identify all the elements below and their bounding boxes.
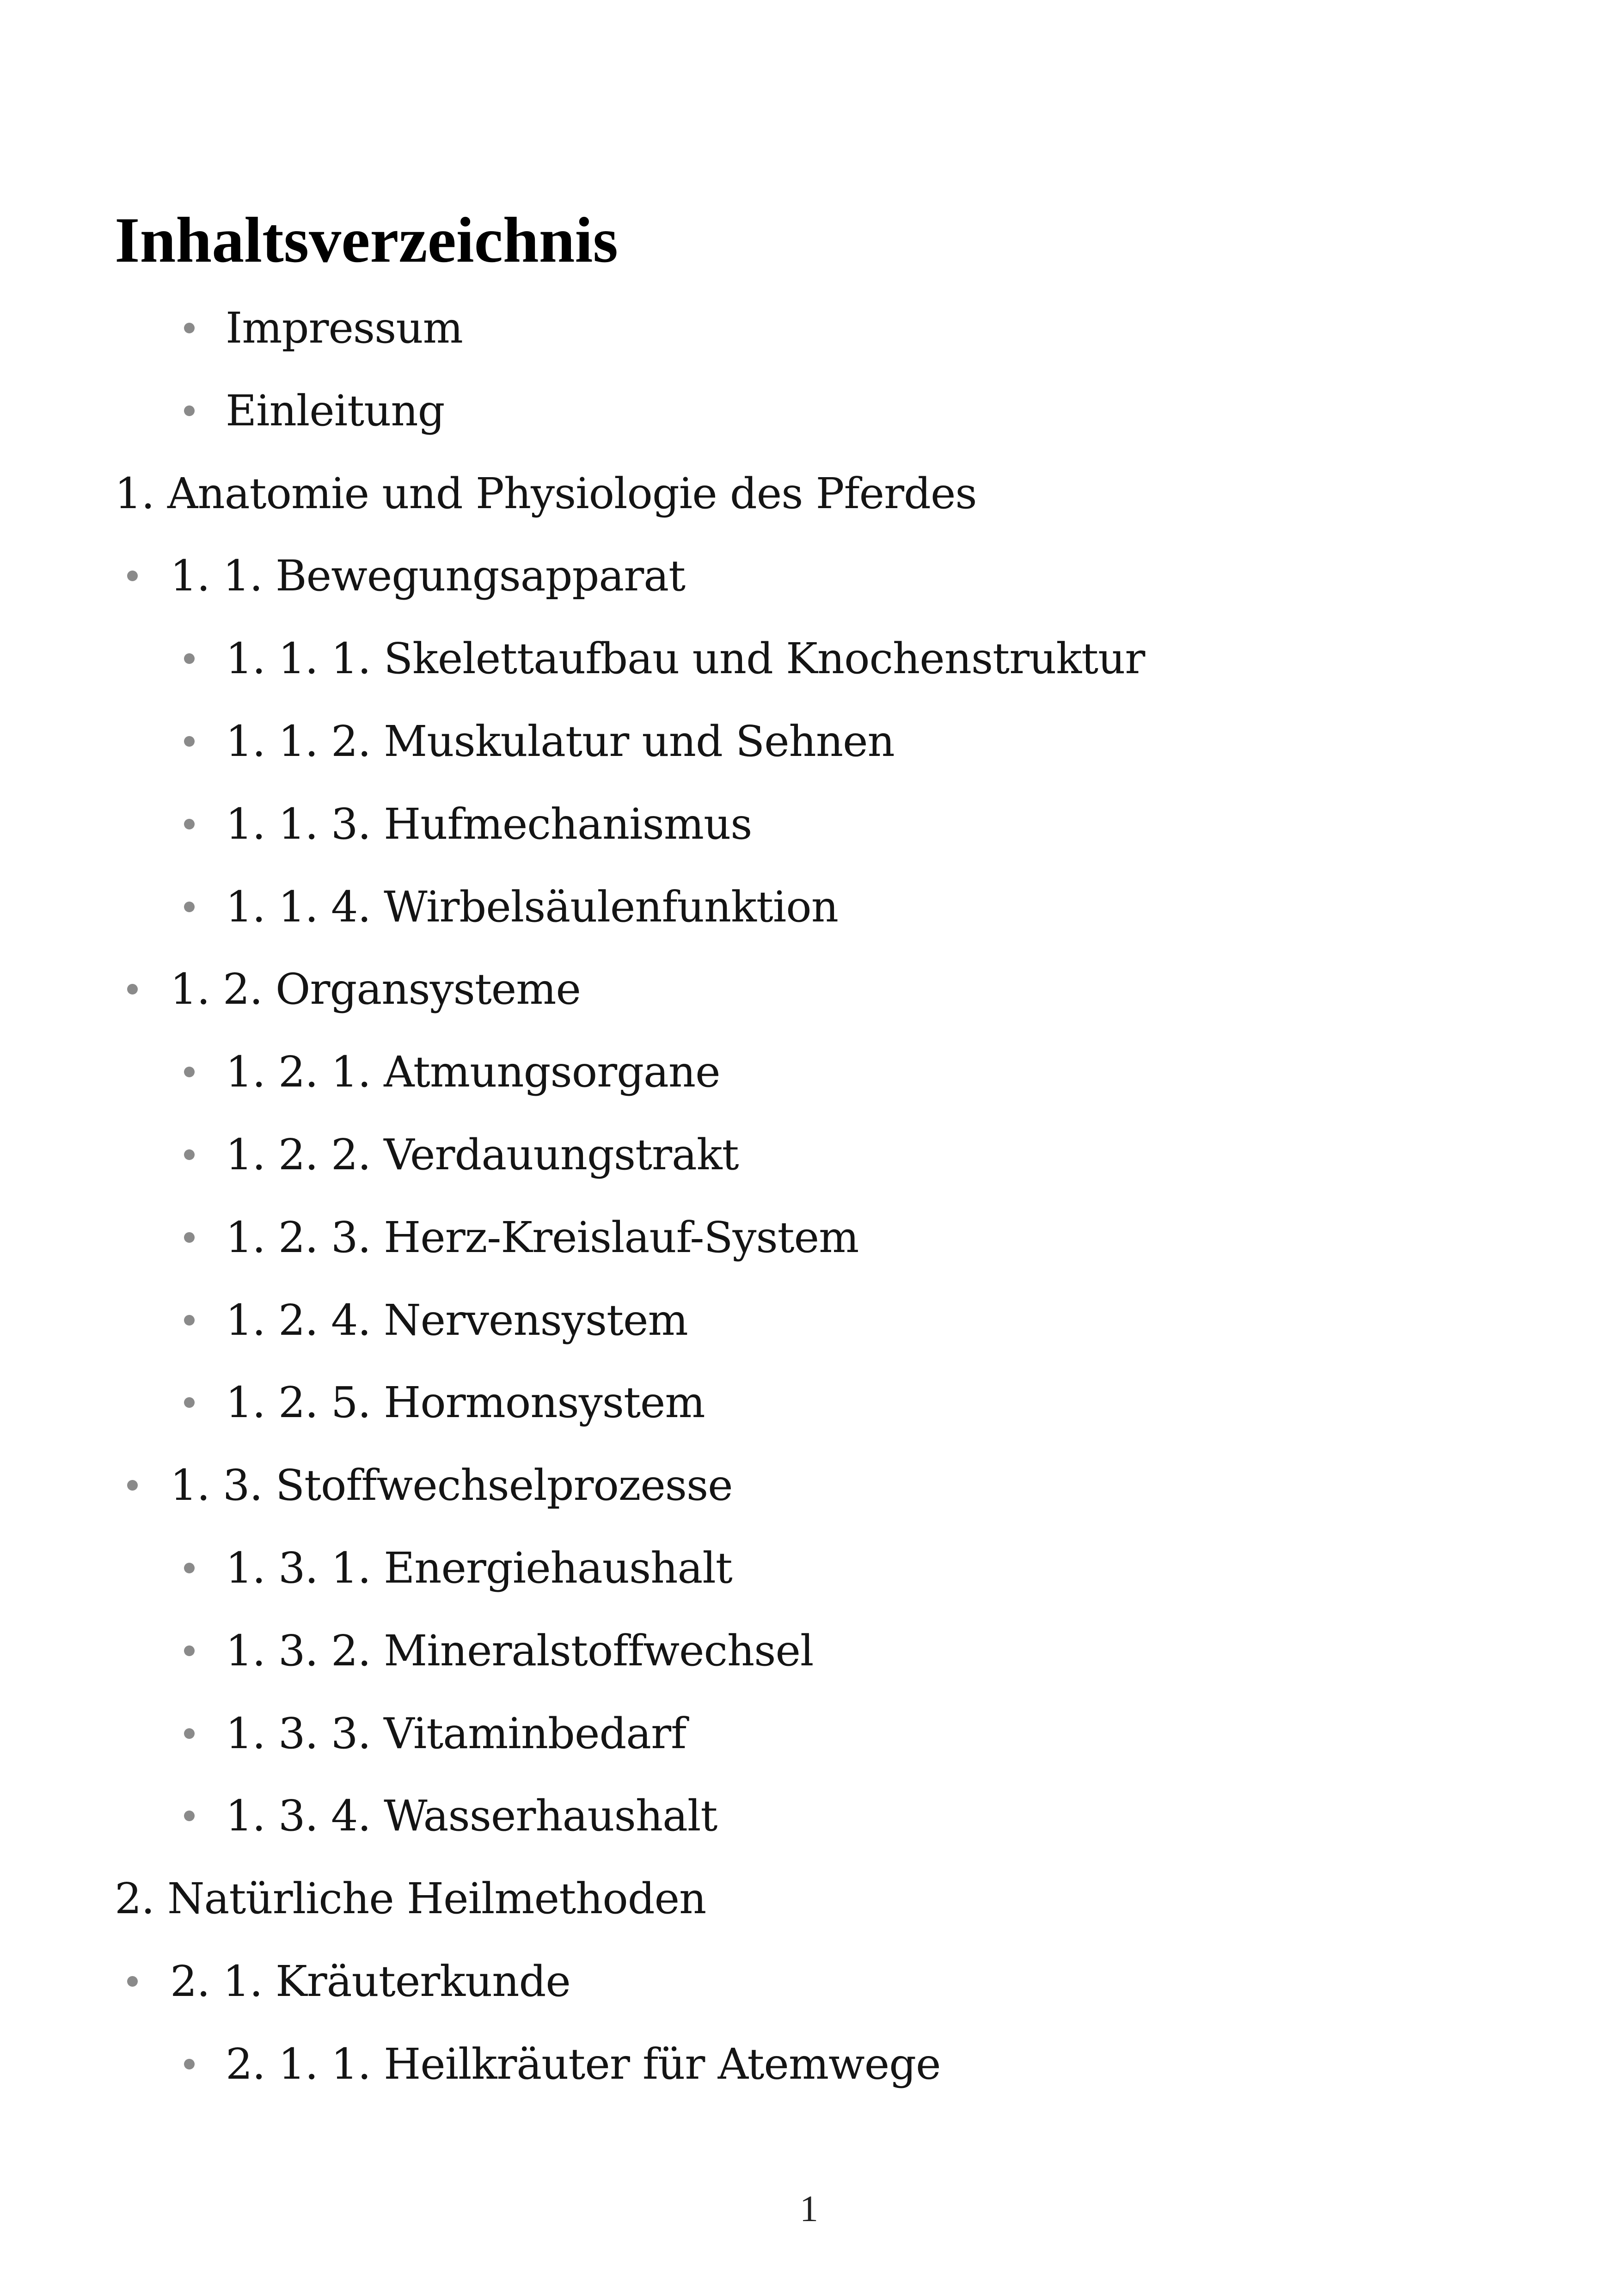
toc-entry-label: 1. 1. 3. Hufmechanismus [226,799,752,849]
toc-entry-label: 1. 2. 3. Herz-Kreislauf-System [226,1213,859,1262]
toc-entry-label: 1. 3. 1. Energiehaushalt [226,1543,732,1593]
bullet-icon [127,1480,138,1491]
bullet-icon [184,819,195,829]
bullet-icon [184,1728,195,1739]
bullet-icon [184,1811,195,1821]
toc-entry-label: Impressum [226,303,463,353]
bullet-icon [184,736,195,747]
bullet-icon [184,902,195,912]
bullet-icon [184,1232,195,1243]
toc-entry-label: 1. 2. 2. Verdauungstrakt [226,1130,739,1179]
toc-entry-label: 1. 3. 2. Mineralstoffwechsel [226,1626,814,1676]
bullet-icon [184,323,195,333]
bullet-icon [184,2059,195,2069]
page-number: 1 [800,2189,818,2229]
bullet-icon [184,1397,195,1408]
bullet-icon [127,1976,138,1987]
bullet-icon [184,653,195,664]
bullet-icon [184,1563,195,1573]
toc-entry-label: 1. 3. 4. Wasserhaushalt [226,1791,717,1841]
toc-entry-label: 1. 2. Organsysteme [170,964,581,1014]
toc-entry-label: 1. Anatomie und Physiologie des Pferdes [115,469,977,518]
toc-entry-label: 2. 1. 1. Heilkräuter für Atemwege [226,2039,941,2089]
toc-entry-label: 1. 3. 3. Vitaminbedarf [226,1709,686,1758]
toc-entry-label: 1. 1. 4. Wirbelsäulenfunktion [226,882,838,932]
page-title: Inhaltsverzeichnis [115,204,618,276]
toc-entry-label: 1. 3. Stoffwechselprozesse [170,1461,733,1510]
toc-entry-label: Einleitung [226,386,445,436]
toc-entry-label: 1. 2. 4. Nervensystem [226,1295,688,1345]
bullet-icon [184,1149,195,1160]
toc-entry-label: 1. 1. 1. Skelettaufbau und Knochenstruktur [226,634,1145,683]
toc-entry-label: 2. Natürliche Heilmethoden [115,1874,706,1923]
bullet-icon [184,1315,195,1326]
toc-entry-label: 1. 2. 1. Atmungsorgane [226,1047,720,1097]
toc-entry-label: 1. 1. 2. Muskulatur und Sehnen [226,717,895,766]
bullet-icon [127,571,138,581]
bullet-icon [127,984,138,995]
bullet-icon [184,1645,195,1656]
bullet-icon [184,1067,195,1077]
toc-entry-label: 1. 1. Bewegungsapparat [170,551,686,601]
bullet-icon [184,405,195,416]
toc-entry-label: 2. 1. Kräuterkunde [170,1957,570,2006]
toc-entry-label: 1. 2. 5. Hormonsystem [226,1378,705,1427]
